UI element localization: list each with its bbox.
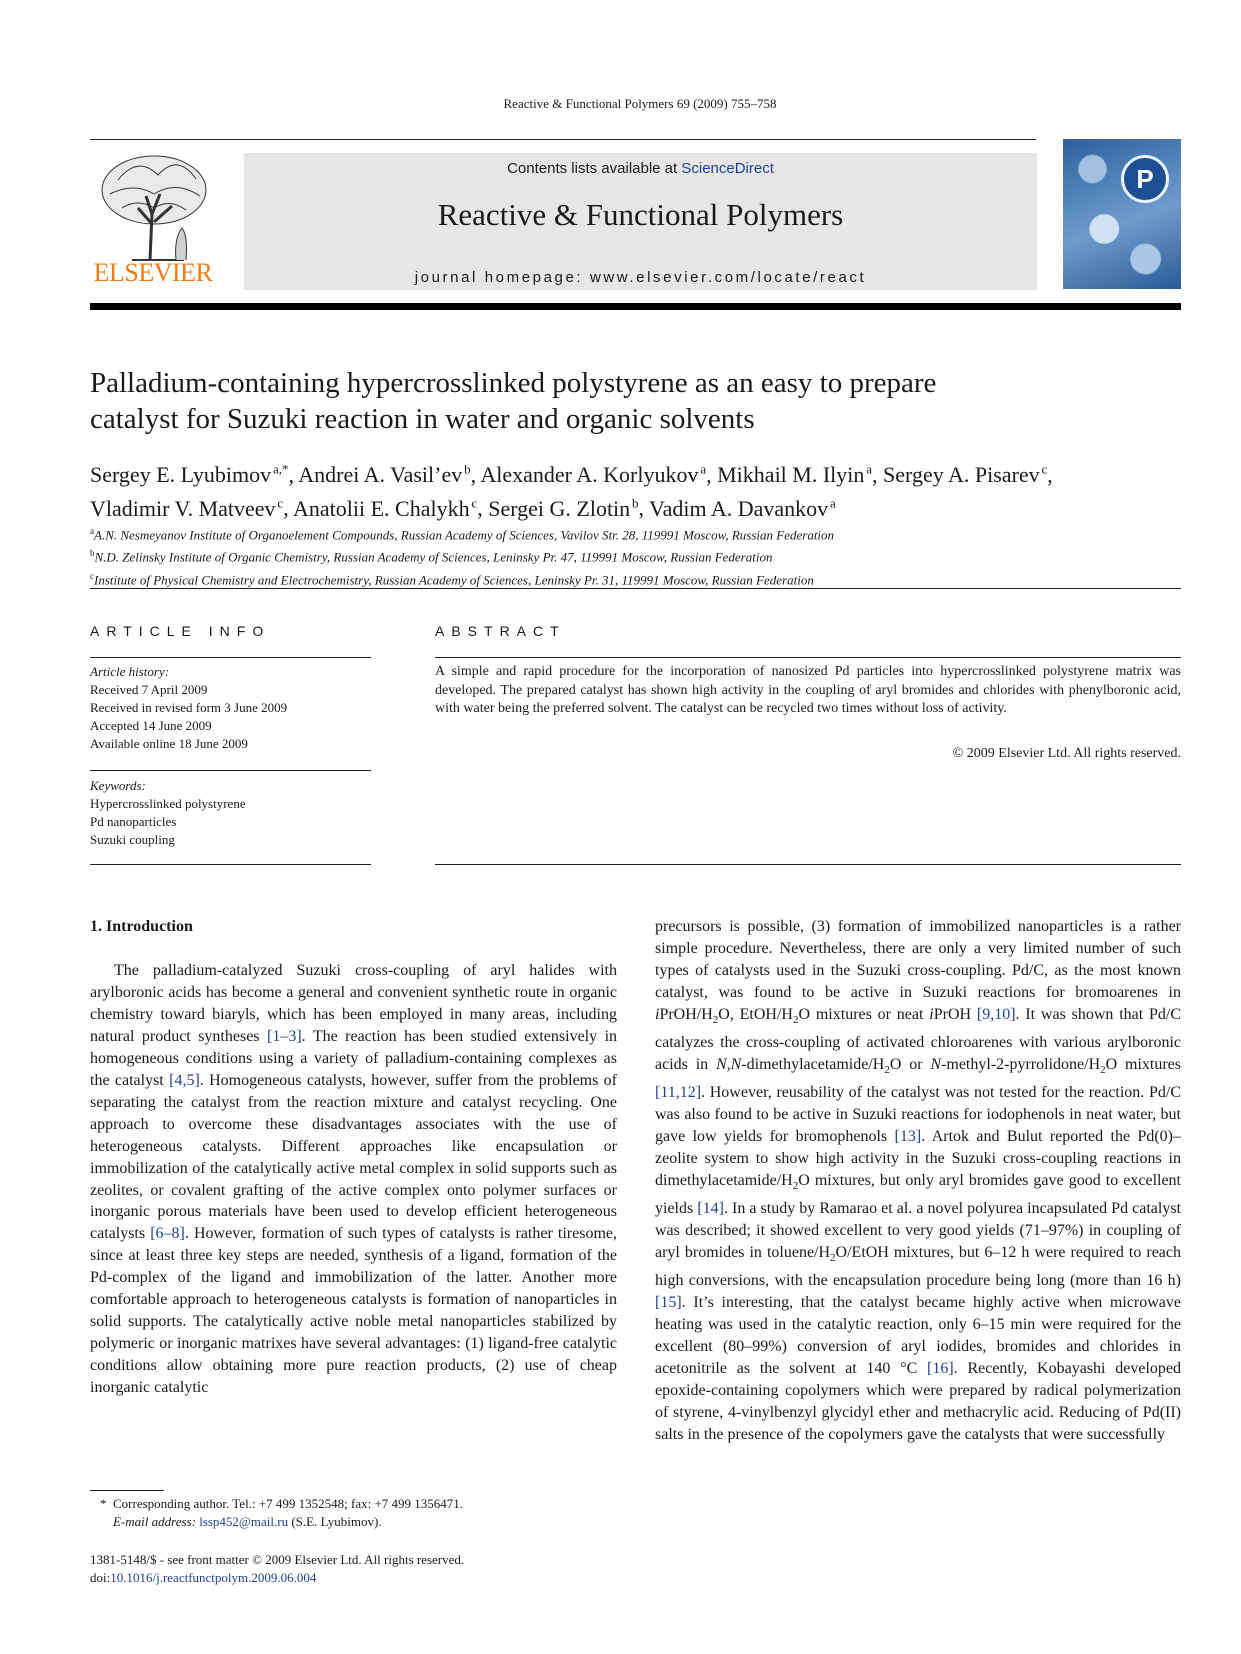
body-text: . Homogeneous catalysts, however, suffer from the problems of separating the catalyst from the reaction mixture and catalyst recycling. One approach to overcome these disadvantages associates with the use of heterogeneous catalysts. Different approaches like encapsulation or immobilization of the catalytically active metal complex in solid supports such as zeolites, or covalent grafting of the active complex onto polymer surfaces or inorganic porous materials have been used to develop efficient heterogeneous catalysts: [90, 1071, 618, 1243]
history-item: Received 7 April 2009: [90, 682, 208, 697]
reference-link[interactable]: [4,5]: [169, 1071, 200, 1089]
author[interactable]: Andrei A. Vasil’ev $^b$: [298, 462, 471, 488]
abstract-bottom-rule: [435, 864, 1181, 865]
body-text: -dimethylacetamide/H: [741, 1055, 885, 1073]
body-text: . Recently, Kobayashi developed epoxide-containing copolymers which were prepared by radical polymerization of styrene, 4-vinylbenzyl glycidyl ether and methacrylic acid. Reducing of Pd(II) salts in the presence of the copolymers gave the catalysts that were successfully: [655, 1359, 1181, 1443]
body-text: . The reaction has been studied extensively in homogeneous conditions using a variety of palladium-containing complexes as the catalyst: [90, 1027, 618, 1089]
journal-homepage[interactable]: journal homepage: www.elsevier.com/locate/react: [414, 269, 867, 286]
header-rule: [90, 139, 1036, 140]
body-text: O or: [889, 1055, 931, 1073]
body-text: O mixtures, but only aryl bromides gave good to excellent yields: [655, 1171, 1181, 1217]
reference-link[interactable]: [16]: [927, 1359, 954, 1377]
body-text: . However, formation of such types of catalysts is rather tiresome, since at least three key steps are needed, synthesis of a ligand, formation of the Pd-complex of the ligand and immobilization of the latter. Another more comfortable approach to heterogeneous catalysts is formation of nanoparticles in solid supports. The catalytically active noble metal nanoparticles stabilized by polymeric or inorganic matrixes have several advantages: (1) ligand-free catalytic conditions allow obtaining more pure reaction products, (2) use of cheap inorganic catalytic: [90, 1225, 618, 1397]
title-block-rule: [90, 588, 1181, 589]
reference-link[interactable]: [1–3]: [267, 1027, 302, 1045]
abstract-rule: [435, 657, 1181, 658]
subscript: 2: [793, 1014, 799, 1026]
sciencedirect-link[interactable]: ScienceDirect: [681, 160, 774, 177]
article-title: [90, 365, 1181, 437]
doi-line: [90, 1569, 316, 1587]
body-text: . In a study by Ramarao et al. a novel polyurea incapsulated Pd catalyst was described; it showed excellent to very good yields (71–97%) in coupling of aryl bromides in toluene/H: [655, 1200, 1181, 1261]
italic-text: N: [930, 1055, 942, 1073]
body-text: The palladium-catalyzed Suzuki cross-coupling of aryl halides with arylboronic acids has become a general and convenient synthetic route in organic chemistry toward biaryls, which has been employed in many areas, including natural product syntheses: [90, 962, 617, 1045]
keyword: Pd nanoparticles: [90, 814, 177, 829]
body-text: O mixtures: [1105, 1055, 1181, 1073]
history-item: Received in revised form 3 June 2009: [90, 700, 288, 715]
affiliation: $^a$A.N. Nesmeyanov Institute of Organoelement Compounds, Russian Academy of Sciences, Vavilov Str. 28, 119991 Moscow, Russian Federation: [90, 526, 835, 543]
elsevier-logo: [88, 150, 218, 290]
body-column-left: [90, 960, 617, 1399]
affiliation: $^c$Institute of Physical Chemistry and Electrochemistry, Russian Academy of Sciences, Leninsky Pr. 31, 119991 Moscow, Russian Federation: [90, 570, 814, 587]
info-divider: [90, 770, 371, 771]
subscript: 2: [712, 1014, 719, 1026]
header-thick-rule: [90, 303, 1181, 310]
author[interactable]: Sergei G. Zlotin $^b$: [488, 495, 639, 521]
body-column-right: [655, 916, 1181, 1446]
body-text: precursors is possible, (3) formation of immobilized nanoparticles is a rather simple procedure. Nevertheless, there are only a very limited number of such types of catalysts used in the Suzuki cross-coupling. Pd/C, as the most known catalyst, was found to be active in Suzuki reactions for bromoarenes in: [655, 918, 1181, 1001]
corresponding-author-note: [100, 1495, 463, 1513]
body-text: PrOH/H: [659, 1005, 713, 1023]
body-text: . It’s interesting, that the catalyst became highly active when microwave heating was used in the catalytic reaction, only 6–15 min were required for the excellent (80–99%) conversion of aryl iodides, bromides and chlorides in acetonitrile as the solvent at 140 °C: [655, 1294, 1181, 1377]
affiliation: $^b$N.D. Zelinsky Institute of Organic Chemistry, Russian Academy of Sciences, Leninsky Pr. 47, 119991 Moscow, Russian Federation: [90, 548, 773, 565]
body-text: . Artok and Bulut reported the Pd(0)–zeolite system to show high activity in the Suzuki cross-coupling reactions in dimethylacetamide/H: [655, 1127, 1182, 1189]
abstract-copyright: © 2009 Elsevier Ltd. All rights reserved.: [952, 746, 1181, 761]
journal-citation: Reactive & Functional Polymers 69 (2009) 755–758: [503, 96, 777, 111]
history-label: Article history:: [90, 664, 170, 679]
body-text: . However, reusability of the catalyst was not tested for the reaction. Pd/C was also found to be active in Suzuki reactions for iodophenols in neat water, but gave low yields for bromophenols: [655, 1084, 1181, 1145]
keywords-label: Keywords:: [90, 778, 146, 793]
subscript: 2: [884, 1064, 890, 1077]
article-history: [90, 663, 370, 753]
reference-link[interactable]: [15]: [655, 1294, 682, 1311]
reference-link[interactable]: [11,12]: [655, 1084, 702, 1102]
author-list: Sergey E. Lyubimov $^{a,*}$, Andrei A. Vasil’ev $^b$, Alexander A. Korlyukov $^a$, Mikhail M. Ilyin $^a$, Sergey A. Pisarev $^c$, Vladimir V. Matveev $^c$, Anatolii E. Chalykh $^c$, Sergei G. Zlotin $^b$, Vadim A. Davankov $^a$: [90, 462, 1053, 521]
body-text: PrOH: [933, 1005, 977, 1023]
footnote-marker: *: [100, 1496, 107, 1511]
cover-badge: P: [1121, 155, 1169, 203]
italic-text: N,N: [715, 1055, 742, 1073]
title-line-1: Palladium-containing hypercrosslinked polystyrene as an easy to prepare: [90, 367, 937, 399]
reference-link[interactable]: [13]: [894, 1127, 922, 1145]
keyword: Suzuki coupling: [90, 832, 175, 847]
history-item: Available online 18 June 2009: [90, 736, 248, 751]
affiliations: [90, 522, 1185, 589]
corresponding-text: Corresponding author. Tel.: +7 499 1352548; fax: +7 499 1356471.: [113, 1496, 464, 1511]
history-item: Accepted 14 June 2009: [90, 718, 212, 733]
tree-icon: [88, 150, 218, 262]
italic-text: i: [929, 1005, 934, 1023]
author[interactable]: Sergey A. Pisarev $^c$: [883, 462, 1048, 488]
italic-text: i: [655, 1005, 660, 1023]
issn-line: 1381-5148/$ - see front matter © 2009 Elsevier Ltd. All rights reserved.: [90, 1552, 465, 1567]
email-label: E-mail address:: [113, 1514, 196, 1529]
journal-banner: [244, 153, 1037, 290]
footnote-rule: [90, 1490, 164, 1491]
reference-link[interactable]: [6–8]: [150, 1225, 185, 1243]
doi-prefix: doi:: [90, 1570, 111, 1585]
author[interactable]: Vadim A. Davankov $^a$: [649, 495, 836, 521]
section-heading: 1. Introduction: [90, 918, 193, 935]
author[interactable]: Vladimir V. Matveev $^c$: [90, 495, 284, 521]
body-text: -methyl-2-pyrrolidone/H: [941, 1055, 1101, 1073]
body-text: O, EtOH/H: [718, 1005, 793, 1023]
info-bottom-rule: [90, 864, 371, 865]
keywords: [90, 777, 370, 849]
email-suffix: (S.E. Lyubimov).: [288, 1514, 382, 1529]
body-text: O/EtOH mixtures, but 6–12 h were required to reach high conversions, with the encapsulation procedure being long (more than 16 h): [655, 1243, 1181, 1290]
subscript: 2: [830, 1252, 836, 1265]
abstract-heading: ABSTRACT: [435, 623, 566, 639]
subscript: 2: [792, 1180, 799, 1193]
journal-title: Reactive & Functional Polymers: [437, 197, 844, 232]
reference-link[interactable]: [9,10]: [976, 1005, 1016, 1023]
abstract-text: A simple and rapid procedure for the incorporation of nanosized Pd particles into hypercrosslinked polystyrene matrix was developed. The prepared catalyst has shown high activity in the coupling of aryl bromides and chlorides with phenylboronic acid, with water being the preferred solvent. The catalyst can be recycled two times without loss of activity.: [435, 664, 1181, 716]
contents-prefix: Contents lists available at: [507, 160, 682, 177]
doi-link[interactable]: 10.1016/j.reactfunctpolym.2009.06.004: [110, 1570, 317, 1585]
info-rule: [90, 657, 371, 658]
article-info-heading: ARTICLE INFO: [90, 623, 271, 639]
subscript: 2: [1100, 1064, 1106, 1077]
publisher-logo-text: ELSEVIER: [93, 258, 213, 287]
contents-line: [244, 160, 1037, 177]
email-link[interactable]: lssp452@mail.ru: [199, 1514, 289, 1529]
email-note: [113, 1513, 382, 1531]
body-text: . It was shown that Pd/C catalyzes the cross-coupling of activated chloroarenes with various arylboronic acids in: [655, 1005, 1182, 1073]
author[interactable]: Alexander A. Korlyukov $^a$: [480, 462, 707, 488]
journal-cover-image: [1063, 139, 1181, 289]
body-text: O mixtures or neat: [798, 1005, 930, 1023]
author[interactable]: Sergey E. Lyubimov $^{a,*}$: [90, 462, 289, 488]
author[interactable]: Mikhail M. Ilyin $^a$: [717, 462, 873, 488]
keyword: Hypercrosslinked polystyrene: [90, 796, 246, 811]
title-line-2: catalyst for Suzuki reaction in water and organic solvents: [90, 403, 755, 435]
author[interactable]: Anatolii E. Chalykh $^c$: [292, 495, 478, 521]
reference-link[interactable]: [14]: [697, 1200, 724, 1217]
